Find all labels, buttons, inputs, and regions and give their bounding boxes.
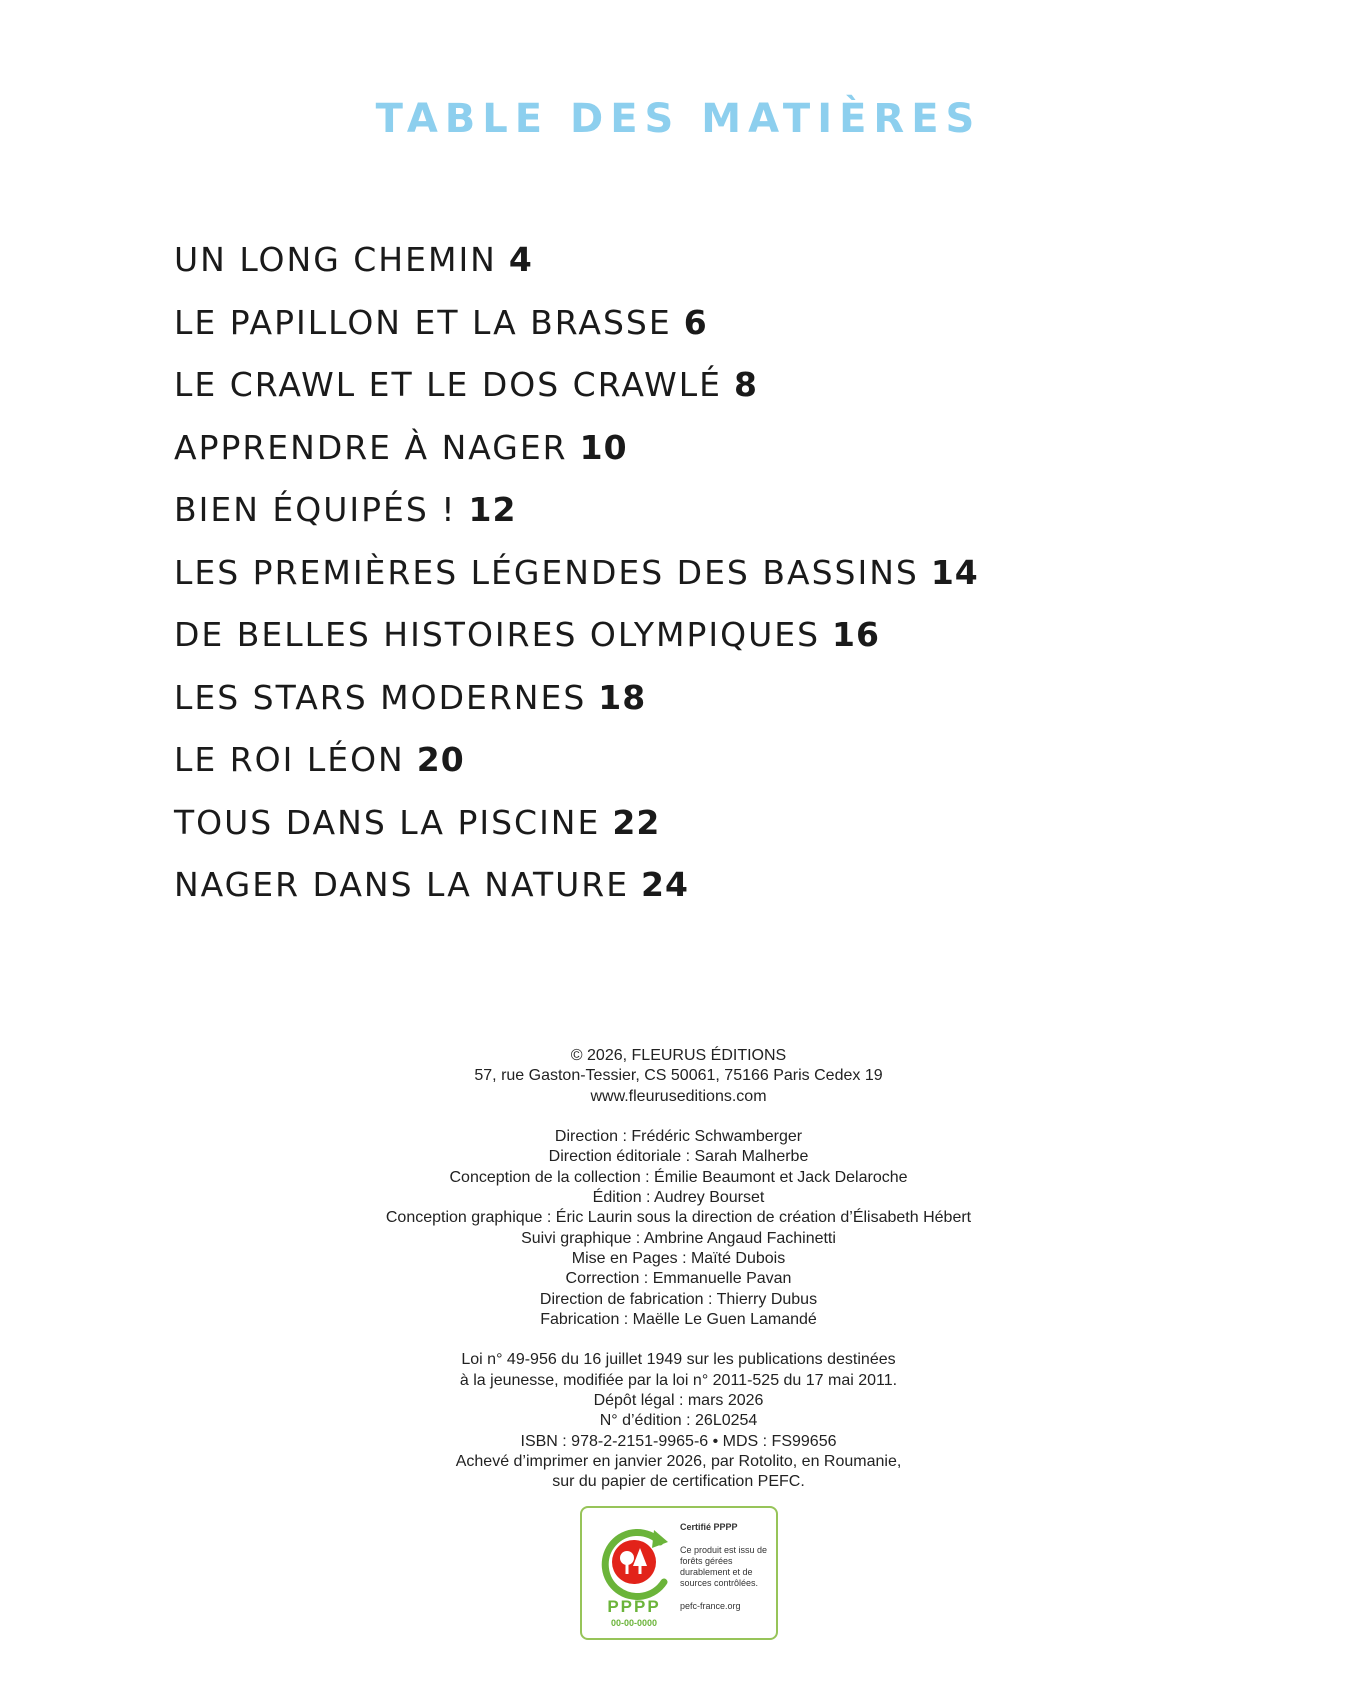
toc-entry-label: APPRENDRE À NAGER [174,427,568,467]
legal-line: N° d’édition : 26L0254 [599,1412,758,1430]
toc-entry-page: 12 [468,490,517,529]
credit-line: Mise en Pages : Maïté Dubois [571,1249,786,1267]
toc-entry-label: NAGER DANS LA NATURE [174,865,630,904]
toc-entry [174,865,979,928]
toc-entry-page: 10 [579,427,628,467]
pefc-text-block [680,1522,775,1612]
toc-entry-label: LE CRAWL ET LE DOS CRAWLÉ [174,365,722,404]
publisher-website: www.fleuruseditions.com [590,1087,767,1105]
toc-entry-page: 6 [683,302,708,342]
toc-entry [174,428,979,491]
toc-entry [174,490,979,553]
toc-entry-page: 18 [598,677,647,717]
legal-line: ISBN : 978-2-2151-9965-6 • MDS : FS99656 [520,1432,837,1450]
toc-entry [174,803,979,866]
pefc-logo-text: PPPP [607,1597,661,1616]
toc-entry [174,240,979,303]
toc-entry [174,740,979,803]
toc-entry-label: LES STARS MODERNES [174,677,587,717]
credit-line: Direction de fabrication : Thierry Dubus [539,1290,818,1308]
colophon [0,1046,1357,1493]
legal-line: à la jeunesse, modifiée par la loi n° 2011-525 du 17 mai 2011. [459,1371,898,1389]
toc-entry-label: LES PREMIÈRES LÉGENDES DES BASSINS [174,552,919,592]
credit-line: Conception graphique : Éric Laurin sous la direction de création d’Élisabeth Hébert [385,1209,972,1227]
legal-line: Loi n° 49-956 du 16 juillet 1949 sur les publications destinées [461,1351,896,1369]
pefc-website: pefc-france.org [680,1601,741,1611]
pefc-title: Certifié PPPP [680,1522,738,1532]
credit-line: Conception de la collection : Émilie Beaumont et Jack Delaroche [449,1168,908,1186]
toc-entry-label: LE ROI LÉON [174,740,405,779]
credit-line: Direction : Frédéric Schwamberger [554,1128,803,1146]
toc-entry [174,303,979,366]
legal-line: Achevé d’imprimer en janvier 2026, par Rotolito, en Roumanie, [455,1452,902,1470]
toc-entry-page: 20 [416,740,465,779]
toc-entry [174,553,979,616]
toc-entry-label: UN LONG CHEMIN [174,240,497,279]
legal-line: sur du papier de certification PEFC. [552,1473,805,1491]
toc-entry-page: 22 [612,802,661,842]
toc-entry-label: DE BELLES HISTOIRES OLYMPIQUES [174,615,821,654]
credit-line: Fabrication : Maëlle Le Guen Lamandé [540,1310,817,1328]
pefc-certification-badge [580,1506,778,1640]
page-title: TABLE DES MATIÈRES [375,96,982,142]
table-of-contents [174,240,979,928]
credit-line: Correction : Emmanuelle Pavan [565,1270,792,1288]
toc-entry-page: 4 [508,240,533,279]
toc-entry [174,615,979,678]
credit-line: Édition : Audrey Bourset [592,1189,765,1207]
publisher-copyright: © 2026, FLEURUS ÉDITIONS [570,1047,787,1064]
pefc-code: 00-00-0000 [610,1618,658,1628]
credit-line: Suivi graphique : Ambrine Angaud Fachinetti [521,1229,836,1247]
toc-entry [174,365,979,428]
toc-entry-label: TOUS DANS LA PISCINE [174,802,601,842]
toc-entry [174,678,979,741]
credit-line: Direction éditoriale : Sarah Malherbe [548,1148,809,1166]
publisher-address: 57, rue Gaston-Tessier, CS 50061, 75166 Paris Cedex 19 [474,1067,883,1085]
toc-entry-label: LE PAPILLON ET LA BRASSE [174,302,672,342]
toc-entry-page: 14 [930,552,979,592]
toc-entry-page: 16 [832,615,880,654]
pefc-logo-icon [594,1520,674,1630]
toc-entry-page: 24 [641,865,689,904]
toc-entry-page: 8 [733,365,758,404]
pefc-description: Ce produit est issu de forêts gérées durablement et de sources contrôlées. [680,1545,768,1588]
toc-entry-label: BIEN ÉQUIPÉS ! [174,490,457,529]
legal-line: Dépôt légal : mars 2026 [593,1392,764,1410]
